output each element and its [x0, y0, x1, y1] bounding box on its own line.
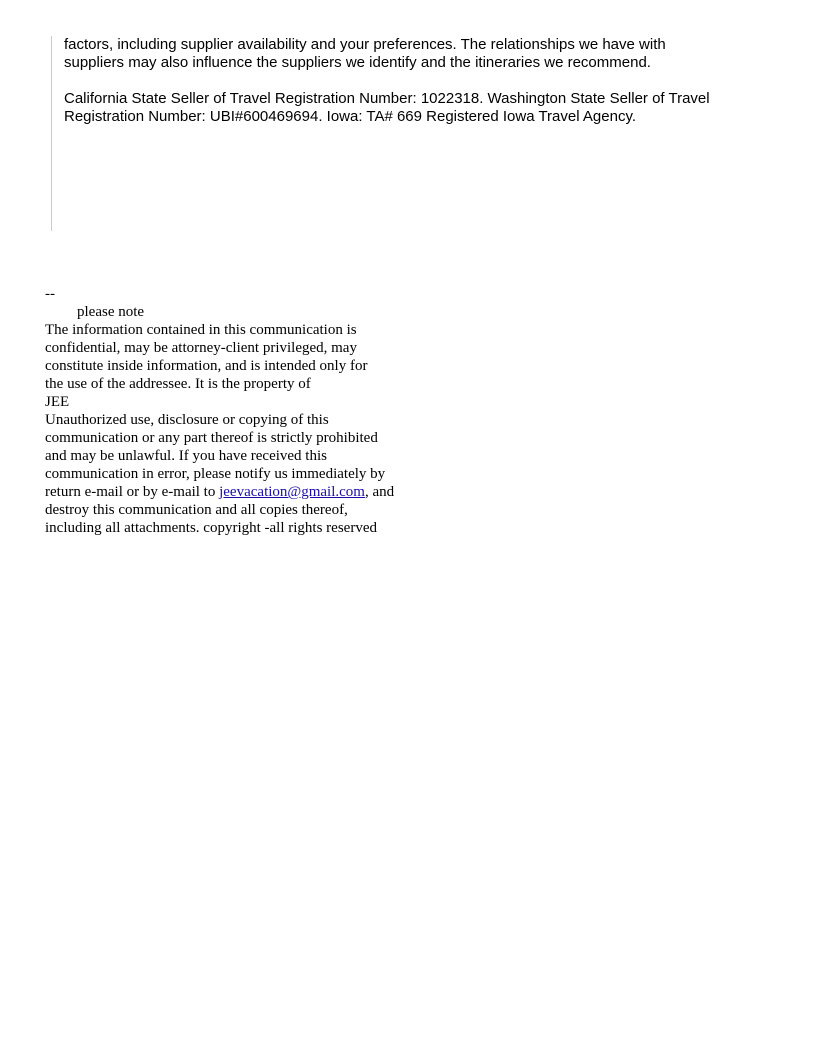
email-link[interactable]: jeevacation@gmail.com: [219, 484, 365, 500]
email-line-suffix: , and: [364, 484, 395, 500]
disclaimer-line: Unauthorized use, disclosure or copying of this: [45, 412, 329, 428]
disclaimer-line: The information contained in this communication is: [45, 322, 357, 338]
disclaimer-line: constitute inside information, and is intended only for: [45, 358, 368, 374]
disclaimer-line: including all attachments. copyright -all rights reserved: [45, 520, 377, 536]
signature-separator: --: [45, 286, 55, 302]
disclaimer-line: confidential, may be attorney-client privileged, may: [45, 340, 357, 356]
email-line-prefix: return e-mail or by e-mail to: [45, 484, 220, 500]
quoted-message: [51, 36, 781, 231]
signature-note-heading: please note: [77, 304, 145, 320]
disclaimer-line: communication or any part thereof is strictly prohibited: [45, 430, 378, 446]
disclaimer-line: communication in error, please notify us immediately by: [45, 466, 386, 482]
disclaimer-line: destroy this communication and all copies thereof,: [45, 502, 348, 518]
email-signature: [45, 285, 465, 537]
quoted-paragraph-registration-numbers: California State Seller of Travel Registration Number: 1022318. Washington State Seller of Travel Registration Number: UBI#600469694. Iowa: TA# 669 Registered Iowa Travel Agency.: [64, 90, 710, 125]
disclaimer-line: the use of the addressee. It is the property of: [45, 376, 311, 392]
disclaimer-line: and may be unlawful. If you have received this: [45, 448, 327, 464]
disclaimer-email-line: [45, 483, 465, 501]
disclaimer-line: JEE: [45, 394, 70, 410]
quoted-paragraph-supplier-relationships: factors, including supplier availability and your preferences. The relationships we have with suppliers may also influence the suppliers we identify and the itineraries we recommend.: [64, 36, 666, 71]
